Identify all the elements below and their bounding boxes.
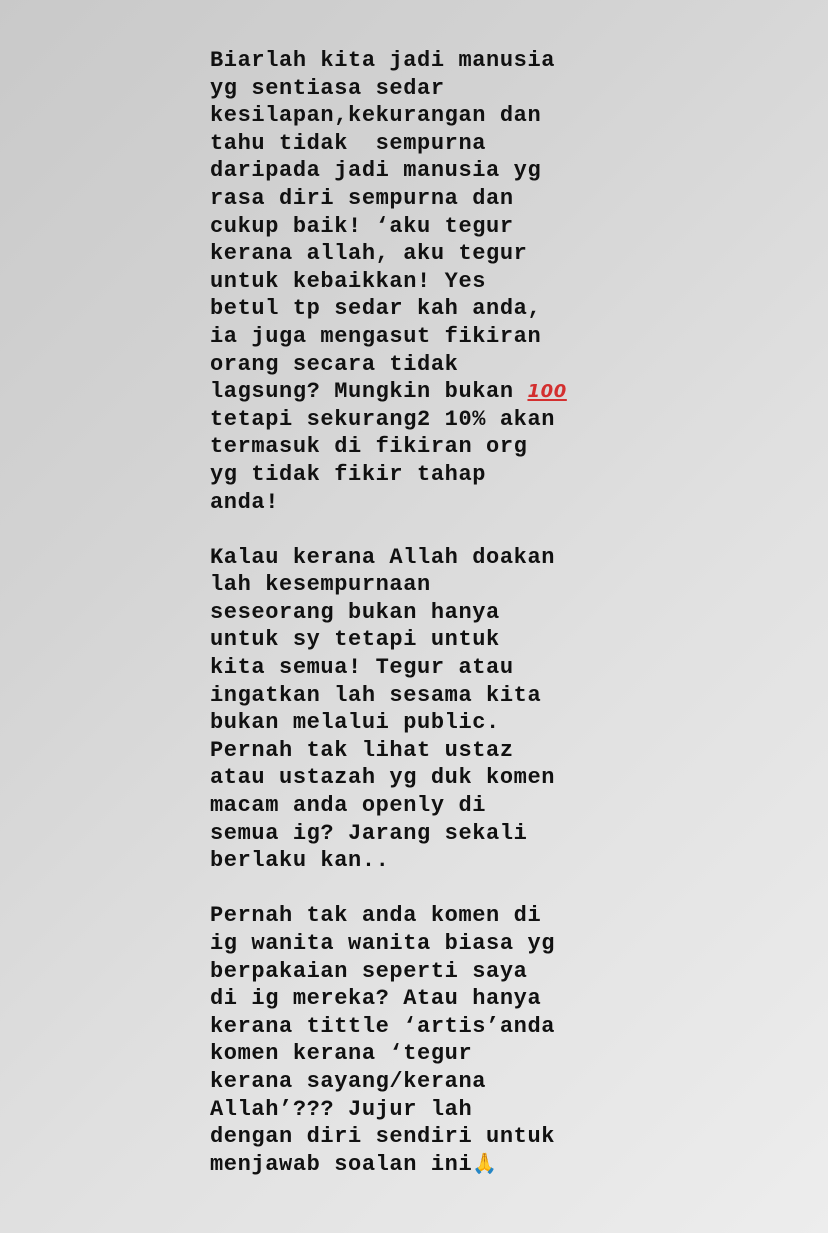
text-line: macam anda openly di: [210, 793, 487, 819]
text-line: cukup baik! ‘aku tegur: [210, 213, 514, 239]
text-line: Allah’??? Jujur lah: [210, 1096, 473, 1122]
paragraph-1: [210, 47, 610, 516]
text-line: semua ig? Jarang sekali: [210, 820, 528, 846]
text-segment: lagsung? Mungkin bukan: [210, 379, 528, 405]
text-line: Pernah tak anda komen di: [210, 903, 542, 929]
text-line: termasuk di fikiran org: [210, 434, 528, 460]
text-line: kerana allah, aku tegur: [210, 241, 528, 267]
text-line: rasa diri sempurna dan: [210, 185, 514, 211]
text-line: tahu tidak sempurna: [210, 130, 487, 156]
text-line: Pernah tak lihat ustaz: [210, 737, 514, 763]
paragraph-3: [210, 902, 610, 1178]
text-line: atau ustazah yg duk komen: [210, 765, 556, 791]
text-line: di ig mereka? Atau hanya: [210, 986, 542, 1012]
text-line: seseorang bukan hanya: [210, 599, 500, 625]
text-line: ingatkan lah sesama kita: [210, 682, 542, 708]
text-line: kerana tittle ‘artis’anda: [210, 1013, 556, 1039]
text-line: kerana sayang/kerana: [210, 1068, 487, 1094]
story-text: [210, 47, 610, 1178]
text-line: yg tidak fikir tahap: [210, 461, 487, 487]
text-line: komen kerana ‘tegur: [210, 1041, 473, 1067]
text-line: untuk sy tetapi untuk: [210, 627, 500, 653]
text-line: yg sentiasa sedar: [210, 75, 445, 101]
hundred-points-icon: 100: [527, 381, 567, 403]
text-line: ig wanita wanita biasa yg: [210, 931, 556, 956]
text-line: kesilapan,kekurangan dan: [210, 103, 542, 129]
praying-hands-icon: 🙏: [472, 1150, 498, 1175]
text-line: kita semua! Tegur atau: [210, 655, 514, 681]
text-line: untuk kebaikkan! Yes: [210, 268, 487, 294]
text-line: Kalau kerana Allah doakan: [210, 544, 556, 570]
text-line: bukan melalui public.: [210, 710, 500, 736]
text-line: anda!: [210, 489, 280, 515]
text-line: berlaku kan..: [210, 848, 390, 874]
text-line: berpakaian seperti saya: [210, 958, 528, 984]
text-line-with-emoji: [210, 378, 610, 406]
text-line-with-emoji: [210, 1151, 610, 1179]
text-line: lah kesempurnaan: [210, 572, 431, 598]
text-line: betul tp sedar kah anda,: [210, 296, 542, 322]
text-line: orang secara tidak: [210, 351, 459, 377]
text-segment: menjawab soalan ini: [210, 1151, 473, 1177]
text-line: tetapi sekurang2 10% akan: [210, 406, 556, 432]
text-line: dengan diri sendiri untuk: [210, 1124, 556, 1150]
text-line: ia juga mengasut fikiran: [210, 323, 542, 349]
paragraph-2: [210, 544, 610, 875]
text-line: Biarlah kita jadi manusia: [210, 48, 556, 73]
text-line: daripada jadi manusia yg: [210, 158, 542, 184]
